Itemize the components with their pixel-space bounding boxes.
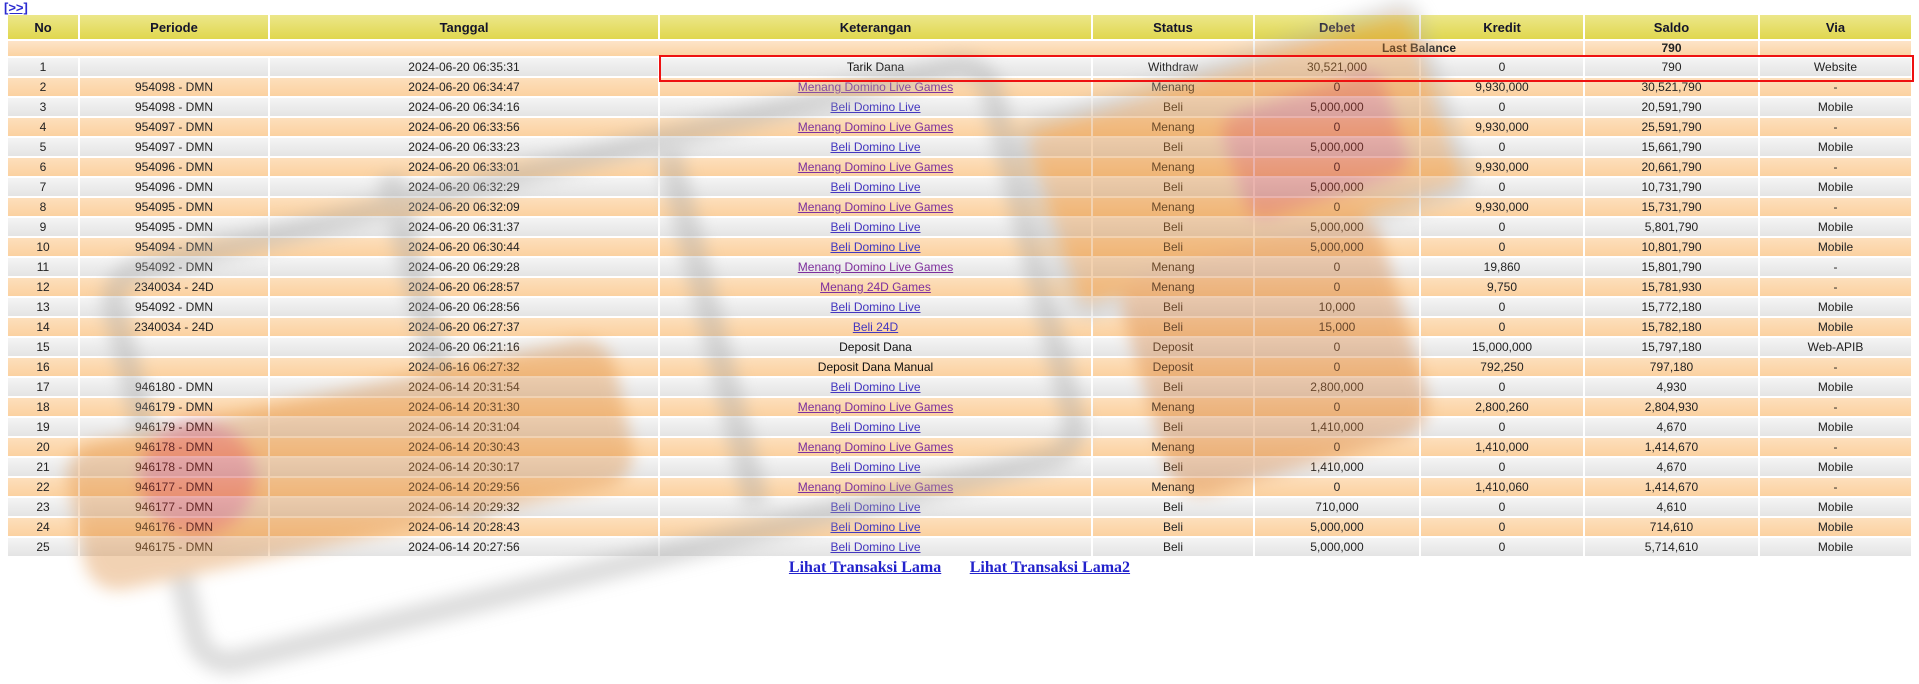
cell-debet: 5,000,000: [1255, 178, 1419, 196]
keterangan-link[interactable]: Beli Domino Live: [830, 500, 921, 514]
cell-periode: 946180 - DMN: [80, 378, 268, 396]
cell-periode: 954092 - DMN: [80, 258, 268, 276]
cell-via: Mobile: [1760, 418, 1911, 436]
cell-status: Beli: [1093, 298, 1253, 316]
cell-status: Beli: [1093, 498, 1253, 516]
cell-saldo: 797,180: [1585, 358, 1758, 376]
cell-debet: 5,000,000: [1255, 538, 1419, 556]
cell-periode: 946178 - DMN: [80, 458, 268, 476]
cell-tanggal: 2024-06-20 06:28:56: [270, 298, 658, 316]
table-row: [8, 358, 1911, 376]
table-row: [8, 198, 1911, 216]
cell-no: 4: [8, 118, 78, 136]
cell-periode: 946179 - DMN: [80, 418, 268, 436]
keterangan-link[interactable]: Beli Domino Live: [830, 520, 921, 534]
keterangan-link[interactable]: Menang Domino Live Games: [797, 440, 954, 454]
cell-debet: 0: [1255, 158, 1419, 176]
cell-kredit: 0: [1421, 298, 1583, 316]
table-row: [8, 158, 1911, 176]
keterangan-link[interactable]: Menang Domino Live Games: [797, 120, 954, 134]
cell-debet: 30,521,000: [1255, 58, 1419, 76]
cell-tanggal: 2024-06-20 06:30:44: [270, 238, 658, 256]
cell-status: Beli: [1093, 318, 1253, 336]
keterangan-text: Deposit Dana Manual: [817, 360, 934, 374]
table-row: [8, 118, 1911, 136]
col-header-saldo: Saldo: [1585, 15, 1758, 39]
lihat-transaksi-lama-link[interactable]: Lihat Transaksi Lama: [788, 559, 942, 576]
table-row: [8, 518, 1911, 536]
table-row: [8, 278, 1911, 296]
cell-tanggal: 2024-06-14 20:30:43: [270, 438, 658, 456]
cell-debet: 5,000,000: [1255, 238, 1419, 256]
cell-debet: 0: [1255, 78, 1419, 96]
cell-kredit: 9,930,000: [1421, 78, 1583, 96]
cell-debet: 15,000: [1255, 318, 1419, 336]
table-row: [8, 178, 1911, 196]
cell-keterangan: [660, 178, 1091, 196]
cell-periode: 946178 - DMN: [80, 438, 268, 456]
col-header-status: Status: [1093, 15, 1253, 39]
cell-tanggal: 2024-06-14 20:31:54: [270, 378, 658, 396]
cell-kredit: 0: [1421, 138, 1583, 156]
cell-kredit: 19,860: [1421, 258, 1583, 276]
cell-keterangan: [660, 218, 1091, 236]
cell-saldo: 4,610: [1585, 498, 1758, 516]
cell-tanggal: 2024-06-20 06:28:57: [270, 278, 658, 296]
cell-saldo: 5,801,790: [1585, 218, 1758, 236]
cell-status: Beli: [1093, 458, 1253, 476]
cell-tanggal: 2024-06-20 06:35:31: [270, 58, 658, 76]
cell-periode: 954097 - DMN: [80, 138, 268, 156]
keterangan-link[interactable]: Menang Domino Live Games: [797, 80, 954, 94]
last-balance-value: 790: [1585, 41, 1758, 56]
cell-no: 25: [8, 538, 78, 556]
cell-status: Deposit: [1093, 338, 1253, 356]
cell-periode: 954098 - DMN: [80, 78, 268, 96]
cell-debet: 10,000: [1255, 298, 1419, 316]
cell-tanggal: 2024-06-14 20:27:56: [270, 538, 658, 556]
cell-status: Beli: [1093, 138, 1253, 156]
cell-debet: 0: [1255, 258, 1419, 276]
cell-no: 1: [8, 58, 78, 76]
cell-keterangan: [660, 478, 1091, 496]
cell-no: 6: [8, 158, 78, 176]
cell-saldo: 30,521,790: [1585, 78, 1758, 96]
cell-kredit: 0: [1421, 178, 1583, 196]
cell-tanggal: 2024-06-20 06:27:37: [270, 318, 658, 336]
cell-saldo: 15,661,790: [1585, 138, 1758, 156]
header-row: [8, 15, 1911, 39]
cell-status: Deposit: [1093, 358, 1253, 376]
cell-via: Mobile: [1760, 538, 1911, 556]
cell-saldo: 15,801,790: [1585, 258, 1758, 276]
cell-tanggal: 2024-06-14 20:29:56: [270, 478, 658, 496]
cell-keterangan: [660, 298, 1091, 316]
cell-kredit: 15,000,000: [1421, 338, 1583, 356]
cell-keterangan: [660, 238, 1091, 256]
cell-no: 11: [8, 258, 78, 276]
cell-no: 2: [8, 78, 78, 96]
table-row: [8, 258, 1911, 276]
cell-keterangan: [660, 358, 1091, 376]
cell-debet: 1,410,000: [1255, 458, 1419, 476]
cell-no: 7: [8, 178, 78, 196]
cell-kredit: 0: [1421, 378, 1583, 396]
cell-no: 22: [8, 478, 78, 496]
cell-via: -: [1760, 78, 1911, 96]
cell-tanggal: 2024-06-20 06:33:56: [270, 118, 658, 136]
cell-status: Menang: [1093, 118, 1253, 136]
cell-status: Menang: [1093, 158, 1253, 176]
cell-keterangan: [660, 98, 1091, 116]
cell-no: 17: [8, 378, 78, 396]
cell-tanggal: 2024-06-14 20:31:04: [270, 418, 658, 436]
cell-kredit: 9,930,000: [1421, 198, 1583, 216]
cell-status: Menang: [1093, 478, 1253, 496]
keterangan-link[interactable]: Menang 24D Games: [820, 280, 931, 294]
cell-via: Mobile: [1760, 218, 1911, 236]
cell-no: 9: [8, 218, 78, 236]
keterangan-link[interactable]: Beli Domino Live: [830, 240, 921, 254]
col-header-debet: Debet: [1255, 15, 1419, 39]
keterangan-link[interactable]: Beli Domino Live: [830, 220, 921, 234]
cell-no: 21: [8, 458, 78, 476]
cell-debet: 0: [1255, 338, 1419, 356]
keterangan-link[interactable]: Beli Domino Live: [830, 180, 921, 194]
cell-no: 14: [8, 318, 78, 336]
cell-periode: [80, 358, 268, 376]
cell-via: -: [1760, 438, 1911, 456]
cell-debet: 0: [1255, 478, 1419, 496]
cell-via: Website: [1760, 58, 1911, 76]
cell-debet: 0: [1255, 358, 1419, 376]
last-balance-label: Last Balance: [1255, 41, 1583, 56]
cell-via: Mobile: [1760, 318, 1911, 336]
cell-status: Beli: [1093, 178, 1253, 196]
cell-via: Mobile: [1760, 238, 1911, 256]
cell-status: Menang: [1093, 398, 1253, 416]
keterangan-link[interactable]: Menang Domino Live Games: [797, 200, 954, 214]
cell-via: -: [1760, 278, 1911, 296]
cell-via: Mobile: [1760, 298, 1911, 316]
cell-no: 12: [8, 278, 78, 296]
cell-debet: 5,000,000: [1255, 98, 1419, 116]
cell-periode: 954095 - DMN: [80, 218, 268, 236]
cell-saldo: 714,610: [1585, 518, 1758, 536]
cell-via: Mobile: [1760, 378, 1911, 396]
cell-via: -: [1760, 478, 1911, 496]
cell-tanggal: 2024-06-20 06:32:29: [270, 178, 658, 196]
cell-via: -: [1760, 258, 1911, 276]
cell-tanggal: 2024-06-14 20:29:32: [270, 498, 658, 516]
cell-saldo: 5,714,610: [1585, 538, 1758, 556]
cell-via: -: [1760, 358, 1911, 376]
keterangan-link[interactable]: Beli Domino Live: [830, 140, 921, 154]
cell-no: 10: [8, 238, 78, 256]
cell-kredit: 0: [1421, 518, 1583, 536]
cell-no: 15: [8, 338, 78, 356]
cell-saldo: 20,591,790: [1585, 98, 1758, 116]
keterangan-text: Deposit Dana: [839, 340, 912, 354]
cell-status: Menang: [1093, 258, 1253, 276]
cell-keterangan: [660, 538, 1091, 556]
cell-no: 24: [8, 518, 78, 536]
cell-periode: 946175 - DMN: [80, 538, 268, 556]
cell-no: 16: [8, 358, 78, 376]
cell-kredit: 1,410,060: [1421, 478, 1583, 496]
keterangan-link[interactable]: Beli 24D: [852, 320, 899, 334]
next-page-link[interactable]: [>>]: [4, 0, 28, 15]
cell-keterangan: [660, 438, 1091, 456]
cell-keterangan: [660, 378, 1091, 396]
cell-periode: 954096 - DMN: [80, 178, 268, 196]
table-row: [8, 298, 1911, 316]
cell-periode: 954096 - DMN: [80, 158, 268, 176]
keterangan-link[interactable]: Beli Domino Live: [830, 420, 921, 434]
keterangan-link[interactable]: Menang Domino Live Games: [797, 400, 954, 414]
cell-saldo: 25,591,790: [1585, 118, 1758, 136]
cell-debet: 0: [1255, 278, 1419, 296]
cell-periode: 946177 - DMN: [80, 478, 268, 496]
cell-saldo: 15,782,180: [1585, 318, 1758, 336]
cell-status: Withdraw: [1093, 58, 1253, 76]
col-header-tanggal: Tanggal: [270, 15, 658, 39]
cell-no: 20: [8, 438, 78, 456]
cell-kredit: 0: [1421, 98, 1583, 116]
cell-periode: 946179 - DMN: [80, 398, 268, 416]
cell-status: Beli: [1093, 98, 1253, 116]
cell-tanggal: 2024-06-20 06:33:23: [270, 138, 658, 156]
col-header-no: No: [8, 15, 78, 39]
cell-no: 5: [8, 138, 78, 156]
cell-debet: 0: [1255, 438, 1419, 456]
cell-keterangan: [660, 398, 1091, 416]
keterangan-link[interactable]: Beli Domino Live: [830, 540, 921, 554]
cell-keterangan: [660, 258, 1091, 276]
keterangan-text: Tarik Dana: [846, 60, 905, 74]
cell-saldo: 4,930: [1585, 378, 1758, 396]
cell-kredit: 0: [1421, 318, 1583, 336]
keterangan-link[interactable]: Menang Domino Live Games: [797, 480, 954, 494]
cell-saldo: 2,804,930: [1585, 398, 1758, 416]
cell-no: 23: [8, 498, 78, 516]
cell-tanggal: 2024-06-20 06:34:47: [270, 78, 658, 96]
cell-kredit: 0: [1421, 498, 1583, 516]
table-row: [8, 378, 1911, 396]
cell-via: -: [1760, 118, 1911, 136]
cell-via: -: [1760, 198, 1911, 216]
keterangan-link[interactable]: Menang Domino Live Games: [797, 260, 954, 274]
keterangan-link[interactable]: Beli Domino Live: [830, 460, 921, 474]
cell-keterangan: [660, 458, 1091, 476]
cell-tanggal: 2024-06-14 20:31:30: [270, 398, 658, 416]
lihat-transaksi-lama2-link[interactable]: Lihat Transaksi Lama2: [969, 559, 1131, 576]
cell-saldo: 15,797,180: [1585, 338, 1758, 356]
keterangan-link[interactable]: Beli Domino Live: [830, 300, 921, 314]
cell-kredit: 0: [1421, 218, 1583, 236]
cell-debet: 710,000: [1255, 498, 1419, 516]
cell-periode: 954092 - DMN: [80, 298, 268, 316]
cell-saldo: 10,801,790: [1585, 238, 1758, 256]
footer-links: [0, 559, 1919, 577]
cell-via: Mobile: [1760, 138, 1911, 156]
cell-debet: 0: [1255, 398, 1419, 416]
cell-status: Beli: [1093, 538, 1253, 556]
cell-status: Menang: [1093, 198, 1253, 216]
cell-debet: 0: [1255, 118, 1419, 136]
cell-kredit: 792,250: [1421, 358, 1583, 376]
table-row: [8, 98, 1911, 116]
cell-tanggal: 2024-06-20 06:32:09: [270, 198, 658, 216]
cell-no: 13: [8, 298, 78, 316]
cell-kredit: 0: [1421, 418, 1583, 436]
cell-debet: 5,000,000: [1255, 138, 1419, 156]
cell-via: Web-APIB: [1760, 338, 1911, 356]
last-balance-row: [8, 41, 1911, 56]
cell-periode: 954094 - DMN: [80, 238, 268, 256]
cell-tanggal: 2024-06-20 06:21:16: [270, 338, 658, 356]
cell-kredit: 0: [1421, 538, 1583, 556]
cell-saldo: 15,772,180: [1585, 298, 1758, 316]
cell-saldo: 15,781,930: [1585, 278, 1758, 296]
cell-status: Menang: [1093, 78, 1253, 96]
cell-status: Beli: [1093, 238, 1253, 256]
cell-no: 18: [8, 398, 78, 416]
cell-kredit: 0: [1421, 238, 1583, 256]
table-row: [8, 418, 1911, 436]
table-row: [8, 458, 1911, 476]
cell-periode: 946176 - DMN: [80, 518, 268, 536]
cell-status: Beli: [1093, 378, 1253, 396]
cell-saldo: 1,414,670: [1585, 478, 1758, 496]
keterangan-link[interactable]: Menang Domino Live Games: [797, 160, 954, 174]
cell-keterangan: [660, 278, 1091, 296]
cell-via: -: [1760, 398, 1911, 416]
cell-tanggal: 2024-06-20 06:29:28: [270, 258, 658, 276]
cell-tanggal: 2024-06-14 20:28:43: [270, 518, 658, 536]
table-row: [8, 478, 1911, 496]
last-balance-spacer: [8, 41, 1253, 56]
cell-periode: 2340034 - 24D: [80, 318, 268, 336]
cell-tanggal: 2024-06-14 20:30:17: [270, 458, 658, 476]
cell-saldo: 4,670: [1585, 458, 1758, 476]
cell-kredit: 0: [1421, 458, 1583, 476]
table-row: [8, 238, 1911, 256]
cell-kredit: 1,410,000: [1421, 438, 1583, 456]
cell-no: 3: [8, 98, 78, 116]
table-row: [8, 218, 1911, 236]
cell-no: 8: [8, 198, 78, 216]
cell-status: Beli: [1093, 418, 1253, 436]
cell-periode: 946177 - DMN: [80, 498, 268, 516]
cell-keterangan: [660, 198, 1091, 216]
cell-debet: 5,000,000: [1255, 218, 1419, 236]
cell-status: Beli: [1093, 218, 1253, 236]
cell-periode: 2340034 - 24D: [80, 278, 268, 296]
cell-kredit: 9,930,000: [1421, 158, 1583, 176]
cell-periode: 954095 - DMN: [80, 198, 268, 216]
table-row: [8, 78, 1911, 96]
cell-keterangan: [660, 318, 1091, 336]
cell-via: Mobile: [1760, 98, 1911, 116]
table-row: [8, 498, 1911, 516]
cell-debet: 0: [1255, 198, 1419, 216]
cell-debet: 5,000,000: [1255, 518, 1419, 536]
cell-kredit: 0: [1421, 58, 1583, 76]
col-header-keterangan: Keterangan: [660, 15, 1091, 39]
table-row: [8, 318, 1911, 336]
cell-status: Beli: [1093, 518, 1253, 536]
col-header-via: Via: [1760, 15, 1911, 39]
cell-keterangan: [660, 78, 1091, 96]
table-row: [8, 338, 1911, 356]
cell-keterangan: [660, 498, 1091, 516]
table-row: [8, 438, 1911, 456]
cell-status: Menang: [1093, 278, 1253, 296]
cell-via: Mobile: [1760, 178, 1911, 196]
cell-tanggal: 2024-06-20 06:31:37: [270, 218, 658, 236]
keterangan-link[interactable]: Beli Domino Live: [830, 100, 921, 114]
col-header-kredit: Kredit: [1421, 15, 1583, 39]
table-row: [8, 538, 1911, 556]
cell-debet: 1,410,000: [1255, 418, 1419, 436]
transactions-table: [6, 13, 1913, 558]
cell-keterangan: [660, 158, 1091, 176]
cell-via: Mobile: [1760, 498, 1911, 516]
keterangan-link[interactable]: Beli Domino Live: [830, 380, 921, 394]
transactions-body: [8, 58, 1911, 556]
cell-saldo: 4,670: [1585, 418, 1758, 436]
cell-saldo: 20,661,790: [1585, 158, 1758, 176]
table-row: [8, 58, 1911, 76]
cell-tanggal: 2024-06-20 06:33:01: [270, 158, 658, 176]
table-row: [8, 138, 1911, 156]
cell-via: Mobile: [1760, 518, 1911, 536]
cell-keterangan: [660, 118, 1091, 136]
cell-keterangan: [660, 58, 1091, 76]
cell-periode: [80, 338, 268, 356]
cell-kredit: 9,750: [1421, 278, 1583, 296]
cell-saldo: 15,731,790: [1585, 198, 1758, 216]
cell-kredit: 9,930,000: [1421, 118, 1583, 136]
cell-tanggal: 2024-06-20 06:34:16: [270, 98, 658, 116]
cell-keterangan: [660, 418, 1091, 436]
cell-debet: 2,800,000: [1255, 378, 1419, 396]
cell-status: Menang: [1093, 438, 1253, 456]
cell-saldo: 790: [1585, 58, 1758, 76]
cell-no: 19: [8, 418, 78, 436]
cell-keterangan: [660, 518, 1091, 536]
cell-periode: [80, 58, 268, 76]
cell-saldo: 10,731,790: [1585, 178, 1758, 196]
cell-keterangan: [660, 338, 1091, 356]
col-header-periode: Periode: [80, 15, 268, 39]
cell-tanggal: 2024-06-16 06:27:32: [270, 358, 658, 376]
cell-via: -: [1760, 158, 1911, 176]
cell-periode: 954098 - DMN: [80, 98, 268, 116]
cell-saldo: 1,414,670: [1585, 438, 1758, 456]
cell-via: Mobile: [1760, 458, 1911, 476]
table-row: [8, 398, 1911, 416]
cell-keterangan: [660, 138, 1091, 156]
last-balance-via-cell: [1760, 41, 1911, 56]
cell-kredit: 2,800,260: [1421, 398, 1583, 416]
cell-periode: 954097 - DMN: [80, 118, 268, 136]
